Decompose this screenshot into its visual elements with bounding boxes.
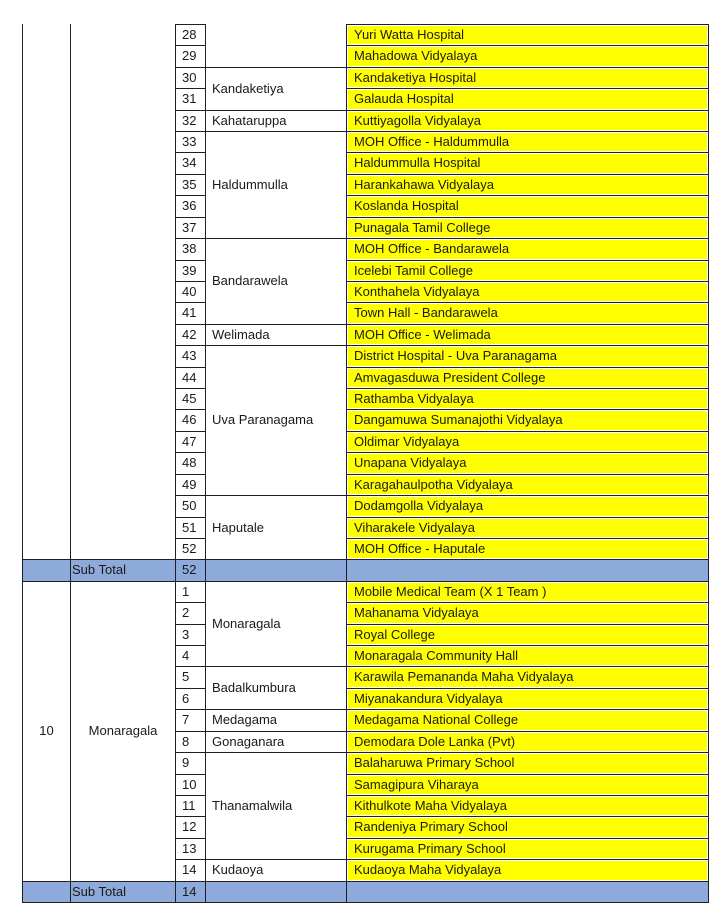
location-name: Karawila Pemananda Maha Vidyalaya xyxy=(348,668,707,686)
area-name: Bandarawela xyxy=(212,273,288,289)
row-line xyxy=(346,816,708,817)
location-name: Medagama National College xyxy=(348,711,707,729)
row-number: 7 xyxy=(182,712,190,728)
row-number: 13 xyxy=(182,840,197,856)
row-line xyxy=(346,495,708,496)
location-name: Harankahawa Vidyalaya xyxy=(348,176,707,194)
row-line xyxy=(346,45,708,46)
row-line xyxy=(346,452,708,453)
row-line xyxy=(346,752,708,753)
subtotal-value: 52 xyxy=(176,560,205,580)
row-line xyxy=(346,431,708,432)
row-number: 40 xyxy=(182,283,197,299)
area-name: Kahataruppa xyxy=(212,112,287,128)
row-number: 36 xyxy=(182,198,197,214)
column-line xyxy=(175,24,176,903)
subtotal-label: Sub Total xyxy=(23,882,175,902)
location-name: Koslanda Hospital xyxy=(348,197,707,215)
location-name: Kurugama Primary School xyxy=(348,840,707,858)
location-name: Randeniya Primary School xyxy=(348,818,707,836)
row-number: 42 xyxy=(182,326,197,342)
row-line xyxy=(346,302,708,303)
location-name: Punagala Tamil College xyxy=(348,219,707,237)
location-name: Kithulkote Maha Vidyalaya xyxy=(348,797,707,815)
row-line xyxy=(346,367,708,368)
location-name: Samagipura Viharaya xyxy=(348,776,707,794)
row-number: 30 xyxy=(182,69,197,85)
row-number: 52 xyxy=(182,540,197,556)
row-line xyxy=(346,345,708,346)
row-number: 14 xyxy=(182,862,197,878)
row-line xyxy=(346,688,708,689)
row-line xyxy=(346,624,708,625)
area-name: Haputale xyxy=(212,520,265,536)
row-line xyxy=(346,88,708,89)
subtotal-label: Sub Total xyxy=(23,560,175,580)
subtotal-empty xyxy=(347,560,708,580)
column-line xyxy=(205,24,206,903)
area-name: Kudaoya xyxy=(212,862,264,878)
row-number: 29 xyxy=(182,48,197,64)
row-number: 11 xyxy=(182,797,196,813)
location-name: Mahadowa Vidyalaya xyxy=(348,47,707,65)
location-name: Town Hall - Bandarawela xyxy=(348,304,707,322)
row-number: 49 xyxy=(182,476,197,492)
location-name: Miyanakandura Vidyalaya xyxy=(348,690,707,708)
row-number: 10 xyxy=(182,776,197,792)
row-number: 33 xyxy=(182,134,197,150)
location-name: Yuri Watta Hospital xyxy=(348,26,707,44)
row-line xyxy=(346,152,708,153)
row-line xyxy=(346,474,708,475)
row-number: 8 xyxy=(182,733,190,749)
row-line xyxy=(346,709,708,710)
location-name: Demodara Dole Lanka (Pvt) xyxy=(348,733,707,751)
row-number: 5 xyxy=(182,669,190,685)
row-number: 28 xyxy=(182,27,197,42)
area-name: Haldummulla xyxy=(212,177,288,193)
row-line xyxy=(346,795,708,796)
location-name: Royal College xyxy=(348,626,707,644)
row-line xyxy=(346,388,708,389)
location-name: Kandaketiya Hospital xyxy=(348,69,707,87)
row-number: 9 xyxy=(182,755,190,771)
location-name: Monaragala Community Hall xyxy=(348,647,707,665)
row-line xyxy=(346,838,708,839)
location-name: Oldimar Vidyalaya xyxy=(348,433,707,451)
location-name: Mobile Medical Team (X 1 Team ) xyxy=(348,583,707,601)
area-name: Uva Paranagama xyxy=(212,412,314,428)
column-line xyxy=(346,24,347,903)
location-name: Rathamba Vidyalaya xyxy=(348,390,707,408)
column-line xyxy=(708,24,709,903)
location-name: Karagahaulpotha Vidyalaya xyxy=(348,476,707,494)
column-line xyxy=(22,24,23,903)
location-name: Galauda Hospital xyxy=(348,90,707,108)
row-number: 50 xyxy=(182,498,197,514)
row-number: 6 xyxy=(182,690,190,706)
location-name: District Hospital - Uva Paranagama xyxy=(348,347,707,365)
row-number: 46 xyxy=(182,412,197,428)
location-name: Haldummulla Hospital xyxy=(348,154,707,172)
location-name: Mahanama Vidyalaya xyxy=(348,604,707,622)
district-name: Monaragala xyxy=(88,722,158,738)
row-number: 38 xyxy=(182,241,197,257)
row-number: 44 xyxy=(182,369,197,385)
row-line xyxy=(346,281,708,282)
row-line xyxy=(346,217,708,218)
location-name: Unapana Vidyalaya xyxy=(348,454,707,472)
row-line xyxy=(346,517,708,518)
row-line xyxy=(346,409,708,410)
row-number: 31 xyxy=(182,91,197,107)
row-number: 45 xyxy=(182,391,197,407)
row-number: 35 xyxy=(182,176,197,192)
location-name: MOH Office - Bandarawela xyxy=(348,240,707,258)
location-name: Dangamuwa Sumanajothi Vidyalaya xyxy=(348,411,707,429)
row-line xyxy=(346,131,708,132)
row-number: 12 xyxy=(182,819,197,835)
row-number: 4 xyxy=(182,648,190,664)
area-name: Kandaketiya xyxy=(212,80,284,96)
subtotal-value: 14 xyxy=(176,882,205,902)
row-line xyxy=(346,238,708,239)
subtotal-empty xyxy=(347,882,708,902)
table-edge xyxy=(346,24,708,25)
area-name: Welimada xyxy=(212,326,270,342)
location-name: Balaharuwa Primary School xyxy=(348,754,707,772)
row-number: 43 xyxy=(182,348,197,364)
row-line xyxy=(346,324,708,325)
area-name: Medagama xyxy=(212,712,278,728)
area-name: Gonaganara xyxy=(212,733,285,749)
row-number: 32 xyxy=(182,112,197,128)
row-line xyxy=(346,602,708,603)
location-name: Dodamgolla Vidyalaya xyxy=(348,497,707,515)
location-name: MOH Office - Welimada xyxy=(348,326,707,344)
area-name: Monaragala xyxy=(212,615,281,631)
location-name: Viharakele Vidyalaya xyxy=(348,519,707,537)
subtotal-bottom xyxy=(22,902,708,903)
district-number: 10 xyxy=(39,722,54,738)
row-line xyxy=(346,67,708,68)
subtotal-empty xyxy=(206,560,346,580)
row-number: 47 xyxy=(182,433,197,449)
location-name: Icelebi Tamil College xyxy=(348,262,707,280)
location-name: Kuttiyagolla Vidyalaya xyxy=(348,112,707,130)
location-name: MOH Office - Haldummulla xyxy=(348,133,707,151)
location-name: MOH Office - Haputale xyxy=(348,540,707,558)
row-number: 34 xyxy=(182,155,197,171)
location-name: Amvagasduwa President College xyxy=(348,369,707,387)
row-line xyxy=(346,859,708,860)
row-number: 39 xyxy=(182,262,197,278)
subtotal-empty xyxy=(206,882,346,902)
row-line xyxy=(346,260,708,261)
row-line xyxy=(346,666,708,667)
location-name: Kudaoya Maha Vidyalaya xyxy=(348,861,707,879)
row-number: 1 xyxy=(182,583,190,599)
row-line xyxy=(346,174,708,175)
row-number: 37 xyxy=(182,219,197,235)
row-line xyxy=(346,110,708,111)
row-line xyxy=(346,731,708,732)
row-line xyxy=(346,538,708,539)
row-number: 51 xyxy=(182,519,197,535)
row-line xyxy=(346,645,708,646)
row-number: 2 xyxy=(182,605,190,621)
row-number: 3 xyxy=(182,626,190,642)
row-number: 48 xyxy=(182,455,197,471)
location-name: Konthahela Vidyalaya xyxy=(348,283,707,301)
area-name xyxy=(206,25,346,67)
column-line xyxy=(70,24,71,903)
row-number: 41 xyxy=(182,305,197,321)
area-name: Thanamalwila xyxy=(212,798,293,814)
row-line xyxy=(346,195,708,196)
row-line xyxy=(346,774,708,775)
area-name: Badalkumbura xyxy=(212,680,296,696)
